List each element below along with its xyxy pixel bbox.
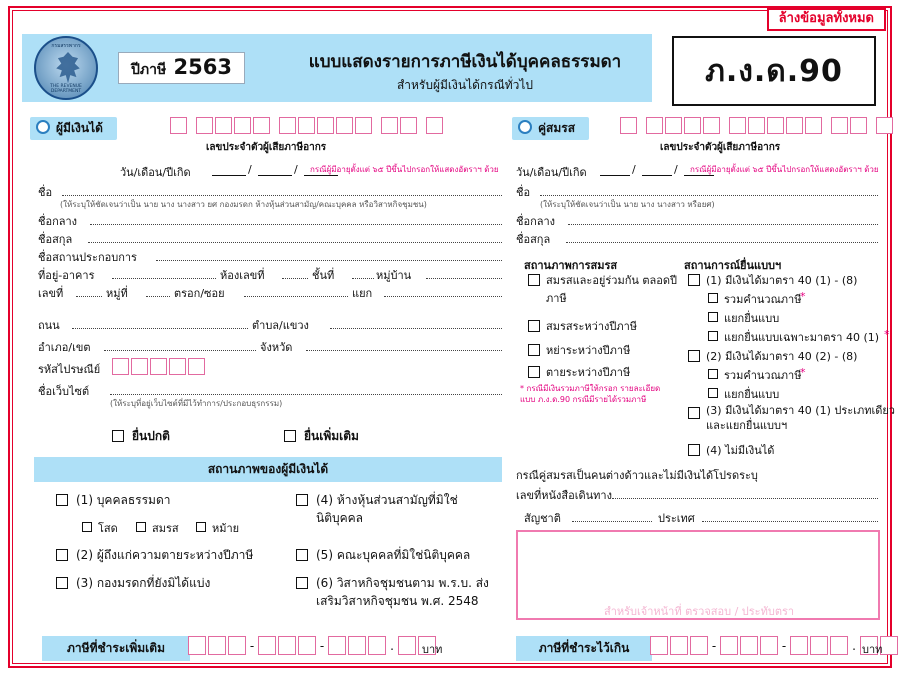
taxpayer-floor-line[interactable]: [352, 278, 374, 279]
taxpayer-birth-label: วัน/เดือน/ปีเกิด: [120, 166, 191, 179]
taxpayer-address-label: ที่อยู่-อาคาร: [38, 269, 95, 282]
taxpayer-tambon-line[interactable]: [330, 328, 502, 329]
status-option-1-sub-2-label: หม้าย: [212, 522, 240, 535]
filing-status-title: สถานการณ์ยื่นแบบฯ: [684, 259, 782, 272]
filing-option-1-label: (1) มีเงินได้มาตรา 40 (1) - (8): [706, 274, 858, 287]
taxpayer-province-line[interactable]: [306, 350, 502, 351]
status-option-6-checkbox[interactable]: [296, 577, 308, 589]
marital-option-1-label: สมรสระหว่างปีภาษี: [546, 320, 638, 333]
filing-option-2-sub-0-label: รวมคำนวณภาษี: [724, 369, 802, 382]
officer-stamp-text: สำหรับเจ้าหน้าที่ ตรวจสอบ / ประทับตรา: [604, 605, 795, 618]
taxpayer-lastname-line[interactable]: [88, 242, 502, 243]
taxpayer-lastname-label: ชื่อสกุล: [38, 233, 73, 246]
filing-option-1-checkbox[interactable]: [688, 274, 700, 286]
over-payment-label: ภาษีที่ชำระไว้เกิน: [516, 636, 652, 661]
taxpayer-birth-day-line[interactable]: [212, 175, 246, 176]
filing-option-4-label: (4) ไม่มีเงินได้: [706, 444, 775, 457]
over-payment-unit: บาท: [862, 643, 883, 656]
garuda-emblem-icon: [54, 52, 82, 86]
filing-option-1-sub-2-star: *: [884, 328, 890, 341]
filing-option-2-label: (2) มีเงินได้มาตรา 40 (2) - (8): [706, 350, 858, 363]
marital-option-2-label: หย่าระหว่างปีภาษี: [546, 344, 631, 357]
marital-option-1-checkbox[interactable]: [528, 320, 540, 332]
nationality-line[interactable]: [572, 521, 652, 522]
spouse-id-label: เลขประจำตัวผู้เสียภาษีอากร: [660, 142, 781, 153]
spouse-birth-label: วัน/เดือน/ปีเกิด: [516, 166, 587, 179]
form-title: แบบแสดงรายการภาษีเงินได้บุคคลธรรมดา: [308, 52, 622, 72]
status-option-1-label: (1) บุคคลธรรมดา: [76, 493, 171, 507]
extra-payment-unit: บาท: [422, 643, 443, 656]
filing-additional-checkbox[interactable]: [284, 430, 296, 442]
marital-status-title: สถานภาพการสมรส: [524, 259, 618, 272]
seal-top-text: กรมสรรพากร: [51, 43, 81, 49]
filing-normal-label: ยื่นปกติ: [132, 429, 170, 443]
over-payment-cells[interactable]: - - .: [650, 636, 898, 655]
filing-option-1-sub-1-label: แยกยื่นแบบ: [724, 312, 780, 325]
spouse-bullet-icon: [518, 120, 532, 134]
spouse-birth-month-line[interactable]: [642, 175, 672, 176]
taxpayer-moo-label: หมู่ที่: [106, 287, 128, 300]
taxpayer-bullet-icon: [36, 120, 50, 134]
taxpayer-province-label: จังหวัด: [260, 341, 293, 354]
nationality-label: สัญชาติ: [524, 512, 561, 525]
taxpayer-tag: [30, 117, 117, 140]
marital-note: * กรณีมีเงินรวมภาษีให้กรอก รายละเอียดแบบ ภ.ง.ด.90 กรณีมีรายได้รวมภาษี: [520, 384, 661, 404]
taxpayer-amphoe-label: อำเภอ/เขต: [38, 341, 91, 354]
taxpayer-address-line[interactable]: [112, 278, 216, 279]
status-option-1-sub-0-checkbox[interactable]: [82, 522, 92, 532]
taxpayer-room-line[interactable]: [282, 278, 308, 279]
taxpayer-moo-line[interactable]: [146, 296, 170, 297]
spouse-lastname-line[interactable]: [566, 242, 878, 243]
taxpayer-room-label: ห้องเลขที่: [220, 269, 265, 282]
filing-option-1-sub-1-checkbox[interactable]: [708, 312, 718, 322]
taxpayer-business-line[interactable]: [156, 260, 502, 261]
filing-option-2-sub-0-checkbox[interactable]: [708, 369, 718, 379]
status-option-1-checkbox[interactable]: [56, 494, 68, 506]
status-option-4-checkbox[interactable]: [296, 494, 308, 506]
status-option-5-checkbox[interactable]: [296, 549, 308, 561]
spouse-birth-slash1: /: [632, 163, 636, 176]
taxpayer-name-hint: (ให้ระบุให้ชัดเจนว่าเป็น นาย นาง นางสาว ยศ กองมรดก ห้างหุ้นส่วนสามัญ/คณะบุคคล หรือวิสาหกิจชุมชน): [60, 200, 427, 209]
filing-option-4-checkbox[interactable]: [688, 444, 700, 456]
taxpayer-floor-label: ชั้นที่: [312, 269, 335, 282]
taxpayer-yaek-line[interactable]: [384, 296, 502, 297]
spouse-name-line[interactable]: [540, 195, 878, 196]
taxpayer-business-label: ชื่อสถานประกอบการ: [38, 251, 137, 264]
filing-option-2-sub-0-star: *: [800, 366, 806, 379]
taxpayer-website-label: ชื่อเว็บไซต์: [38, 385, 90, 398]
passport-line[interactable]: [612, 498, 878, 499]
marital-option-0-label: สมรสและอยู่ร่วมกัน ตลอดปีภาษี: [546, 274, 678, 305]
status-option-1-sub-2-checkbox[interactable]: [196, 522, 206, 532]
taxpayer-road-label: ถนน: [38, 319, 60, 332]
spouse-birth-day-line[interactable]: [600, 175, 630, 176]
filing-option-1-sub-2-label: แยกยื่นแบบเฉพาะมาตรา 40 (1): [724, 331, 880, 344]
status-option-6-label: (6) วิสาหกิจชุมชนตาม พ.ร.บ. ส่งเสริมวิสาหกิจชุมชน พ.ศ. 2548: [316, 576, 489, 608]
taxpayer-website-hint: (ให้ระบุที่อยู่เว็บไซต์ที่มีไว้ทำการ/ประกอบธุรกรรม): [110, 399, 283, 408]
taxpayer-id-label: เลขประจำตัวผู้เสียภาษีอากร: [206, 142, 327, 153]
taxpayer-name-line[interactable]: [62, 195, 502, 196]
taxpayer-birth-slash2: /: [294, 163, 298, 176]
form-subtitle: สำหรับผู้มีเงินได้กรณีทั่วไป: [396, 78, 534, 92]
taxpayer-village-label: หมู่บ้าน: [376, 269, 412, 282]
spouse-id-boxes[interactable]: [620, 117, 893, 134]
passport-label: เลขที่หนังสือเดินทาง: [516, 489, 612, 502]
spouse-middlename-line[interactable]: [568, 224, 878, 225]
filing-option-1-sub-0-star: *: [800, 290, 806, 303]
taxpayer-name-label: ชื่อ: [38, 186, 53, 199]
status-option-1-sub-1-label: สมรส: [152, 522, 179, 535]
taxpayer-middlename-line[interactable]: [90, 224, 502, 225]
filing-additional-label: ยื่นเพิ่มเติม: [304, 429, 359, 443]
status-section-title: สถานภาพของผู้มีเงินได้: [34, 457, 502, 482]
spouse-lastname-label: ชื่อสกุล: [516, 233, 551, 246]
extra-payment-label: ภาษีที่ชำระเพิ่มเติม: [42, 636, 190, 661]
form-code-box: ภ.ง.ด.90: [672, 36, 876, 106]
clear-all-button[interactable]: ล้างข้อมูลทั้งหมด: [767, 8, 886, 31]
tax-year-value: 2563: [173, 55, 232, 79]
status-option-4-label: (4) ห้างหุ้นส่วนสามัญที่มิใช่นิติบุคคล: [316, 493, 458, 525]
marital-option-3-checkbox[interactable]: [528, 366, 540, 378]
filing-option-3-label: (3) มีเงินได้มาตรา 40 (1) ประเภทเดียวและแยกยื่นแบบฯ: [706, 404, 895, 432]
spouse-tag: [512, 117, 589, 140]
taxpayer-zip-label: รหัสไปรษณีย์: [38, 363, 101, 376]
tax-year-box: [118, 52, 245, 84]
status-option-1-sub-0-label: โสด: [98, 522, 118, 535]
status-option-5-label: (5) คณะบุคคลที่มิใช่นิติบุคคล: [316, 548, 471, 562]
spouse-birth-slash2: /: [674, 163, 678, 176]
foreign-spouse-note: กรณีคู่สมรสเป็นคนต่างด้าวและไม่มีเงินได้โปรดระบุ: [516, 469, 758, 482]
filing-option-2-checkbox[interactable]: [688, 350, 700, 362]
filing-normal-checkbox[interactable]: [112, 430, 124, 442]
taxpayer-soi-label: ตรอก/ซอย: [174, 287, 225, 300]
taxpayer-zip-boxes[interactable]: [112, 358, 205, 375]
country-line[interactable]: [702, 521, 878, 522]
filing-option-1-sub-0-label: รวมคำนวณภาษี: [724, 293, 802, 306]
status-option-3-label: (3) กองมรดกที่ยังมิได้แบ่ง: [76, 576, 211, 590]
taxpayer-houseno-label: เลขที่: [38, 287, 64, 300]
taxpayer-village-line[interactable]: [426, 278, 502, 279]
taxpayer-houseno-line[interactable]: [76, 296, 102, 297]
taxpayer-birth-month-line[interactable]: [258, 175, 292, 176]
seal-bottom-text: THE REVENUE DEPARTMENT: [50, 84, 82, 94]
spouse-middlename-label: ชื่อกลาง: [516, 215, 556, 228]
extra-payment-cells[interactable]: - - .: [188, 636, 436, 655]
revenue-department-seal-icon: [34, 36, 98, 100]
status-option-1-sub-1-checkbox[interactable]: [136, 522, 146, 532]
spouse-birth-hint: กรณีผู้มีอายุตั้งแต่ ๖๕ ปีขึ้นไปกรอกให้แสดงอัตราฯ ด้วย: [690, 165, 879, 174]
marital-option-2-checkbox[interactable]: [528, 344, 540, 356]
filing-option-1-sub-2-checkbox[interactable]: [708, 331, 718, 341]
filing-option-2-sub-1-checkbox[interactable]: [708, 388, 718, 398]
taxpayer-id-boxes[interactable]: [170, 117, 443, 134]
marital-option-0-checkbox[interactable]: [528, 274, 540, 286]
taxpayer-birth-slash1: /: [248, 163, 252, 176]
status-option-2-label: (2) ผู้ถึงแก่ความตายระหว่างปีภาษี: [76, 548, 254, 562]
taxpayer-amphoe-line[interactable]: [104, 350, 256, 351]
taxpayer-website-line[interactable]: [110, 394, 502, 395]
spouse-name-hint: (ให้ระบุให้ชัดเจนว่าเป็น นาย นาง นางสาว หรือยศ): [540, 200, 715, 209]
taxpayer-road-line[interactable]: [72, 328, 248, 329]
tax-year-prefix: ปีภาษี: [131, 62, 167, 78]
status-option-3-checkbox[interactable]: [56, 577, 68, 589]
taxpayer-soi-line[interactable]: [244, 296, 348, 297]
country-label: ประเทศ: [658, 512, 695, 525]
filing-option-3-checkbox[interactable]: [688, 407, 700, 419]
spouse-name-label: ชื่อ: [516, 186, 531, 199]
filing-option-1-sub-0-checkbox[interactable]: [708, 293, 718, 303]
taxpayer-birth-hint: กรณีผู้มีอายุตั้งแต่ ๖๕ ปีขึ้นไปกรอกให้แสดงอัตราฯ ด้วย: [310, 165, 499, 174]
filing-option-2-sub-1-label: แยกยื่นแบบ: [724, 388, 780, 401]
taxpayer-tag-label: ผู้มีเงินได้: [56, 121, 103, 135]
spouse-tag-label: คู่สมรส: [538, 121, 576, 135]
status-option-2-checkbox[interactable]: [56, 549, 68, 561]
taxpayer-middlename-label: ชื่อกลาง: [38, 215, 78, 228]
taxpayer-tambon-label: ตำบล/แขวง: [252, 319, 309, 332]
taxpayer-yaek-label: แยก: [352, 287, 373, 300]
marital-option-3-label: ตายระหว่างปีภาษี: [546, 366, 631, 379]
